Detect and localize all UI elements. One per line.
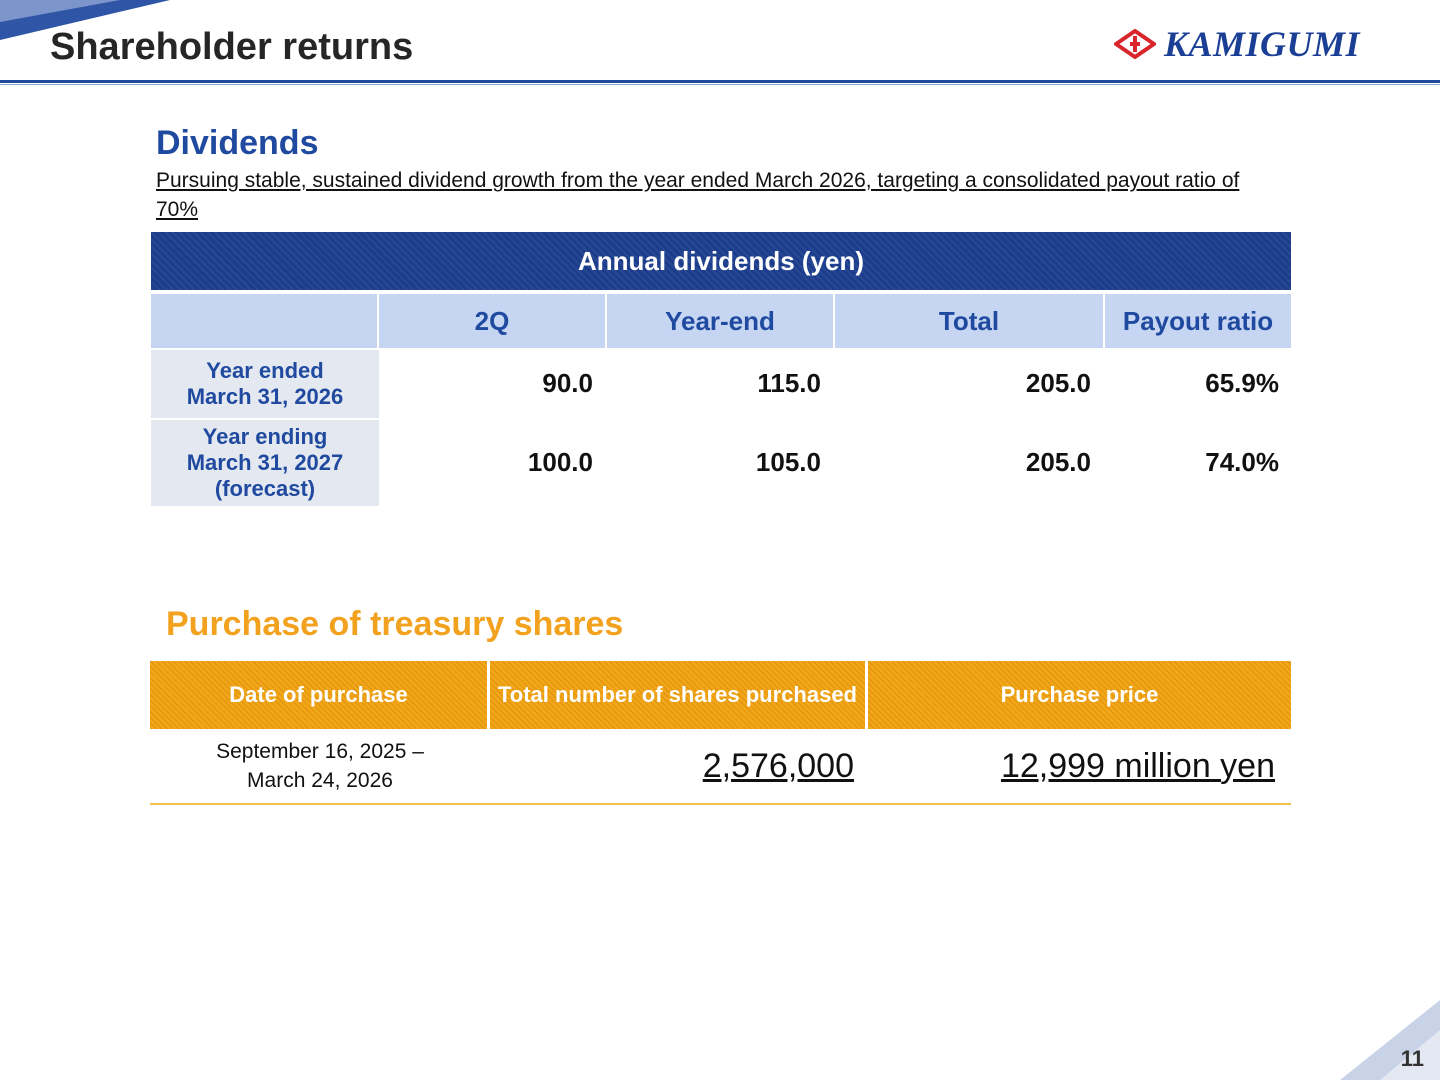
cell-total: 205.0 bbox=[1025, 446, 1091, 477]
slide-title: Shareholder returns bbox=[50, 26, 414, 68]
cell-2q: 100.0 bbox=[527, 446, 593, 477]
table-row bbox=[150, 729, 1291, 805]
row-label bbox=[151, 418, 379, 506]
cell-date bbox=[150, 729, 490, 805]
corner-decoration-bottom-right bbox=[1340, 1000, 1440, 1080]
column-header-year-end: Year-end bbox=[607, 294, 835, 348]
header-divider-light bbox=[0, 84, 1440, 85]
dividends-title: Dividends bbox=[156, 124, 319, 162]
column-header-payout-ratio: Payout ratio bbox=[1105, 294, 1291, 348]
dividends-policy-text: Pursuing stable, sustained dividend growth from the year ended March 2026, targeting a consolidated payout ratio of 70% bbox=[156, 169, 1240, 221]
row-label bbox=[151, 348, 379, 418]
column-header-2q: 2Q bbox=[379, 294, 607, 348]
kamigumi-emblem-icon bbox=[1114, 29, 1156, 59]
row-label-line: March 31, 2026 bbox=[186, 384, 344, 409]
date-line: September 16, 2025 – bbox=[216, 740, 424, 763]
row-label-line: (forecast) bbox=[214, 476, 316, 501]
cell-shares: 2,576,000 bbox=[490, 729, 868, 805]
column-header-price: Purchase price bbox=[868, 661, 1291, 729]
cell-price: 12,999 million yen bbox=[868, 729, 1291, 805]
page-number: 11 bbox=[1400, 1046, 1424, 1071]
cell-year-end: 115.0 bbox=[757, 367, 821, 398]
column-header-date: Date of purchase bbox=[150, 661, 490, 729]
treasury-shares-title: Purchase of treasury shares bbox=[166, 605, 624, 643]
header-divider bbox=[0, 80, 1440, 83]
cell-total: 205.0 bbox=[1025, 367, 1091, 398]
treasury-shares-table bbox=[150, 661, 1291, 805]
table-row bbox=[151, 418, 1291, 506]
row-label-line: March 31, 2027 bbox=[186, 450, 344, 475]
row-label-line: Year ended bbox=[206, 358, 324, 383]
dividends-table bbox=[151, 232, 1291, 506]
date-line: March 24, 2026 bbox=[247, 769, 393, 792]
table-banner: Annual dividends (yen) bbox=[151, 232, 1291, 290]
cell-payout-ratio: 65.9% bbox=[1205, 367, 1279, 398]
column-header-total: Total bbox=[835, 294, 1105, 348]
cell-payout-ratio: 74.0% bbox=[1205, 446, 1279, 477]
company-logo bbox=[1114, 24, 1360, 64]
table-row bbox=[151, 348, 1291, 418]
cell-2q: 90.0 bbox=[542, 367, 593, 398]
table-header-row bbox=[150, 661, 1291, 729]
row-label-line: Year ending bbox=[202, 424, 328, 449]
table-header-row bbox=[151, 294, 1291, 348]
logo-wordmark: KAMIGUMI bbox=[1164, 24, 1361, 64]
column-header-shares: Total number of shares purchased bbox=[490, 661, 868, 729]
column-header-blank bbox=[151, 294, 379, 348]
cell-year-end: 105.0 bbox=[755, 446, 821, 477]
